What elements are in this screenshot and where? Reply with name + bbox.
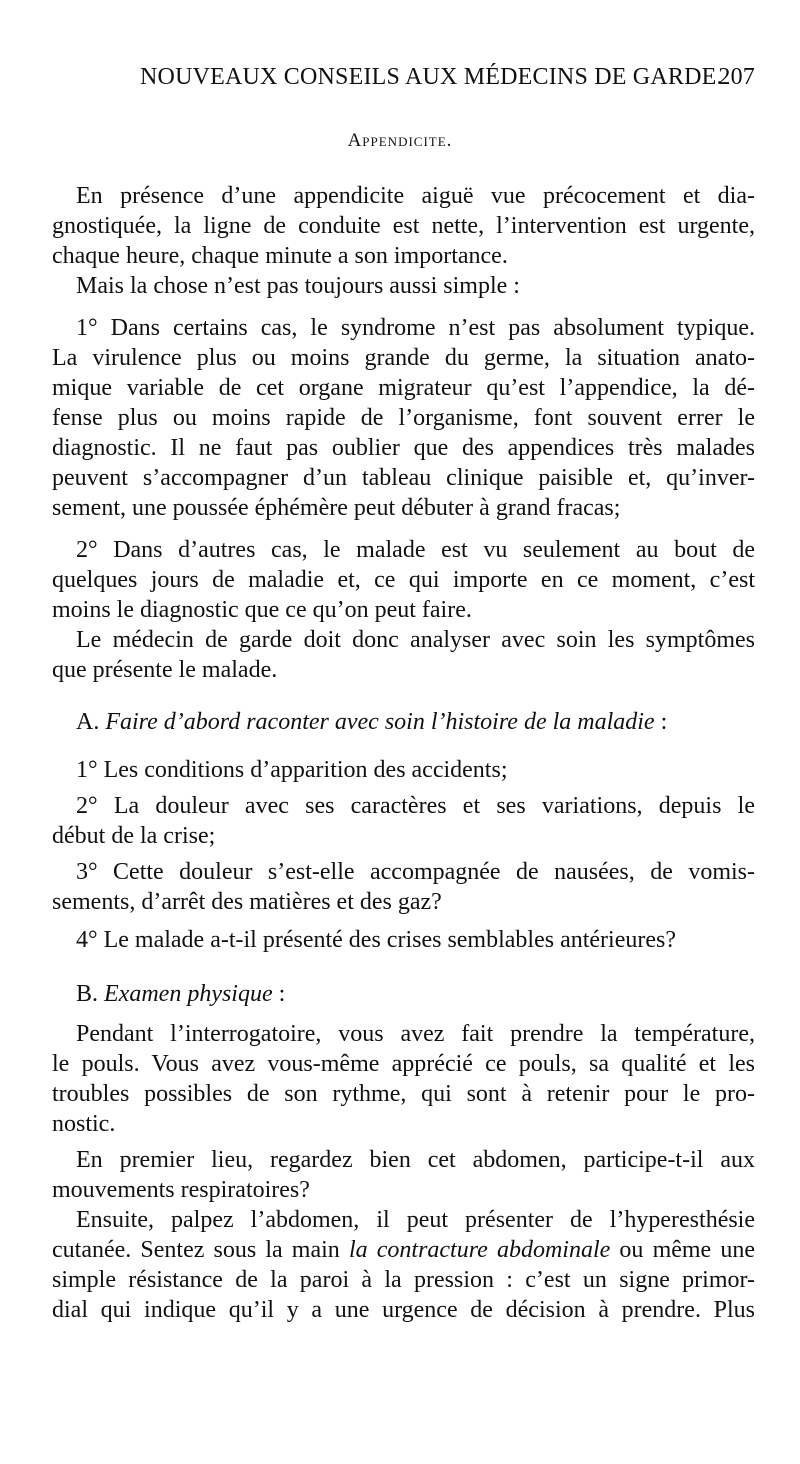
- section-title: Appendicite.: [347, 130, 453, 151]
- text-line: nostic.: [52, 1111, 116, 1137]
- text-line: En présence d’une appendicite aiguë vue précocement et dia-: [76, 183, 755, 209]
- italic-term: la contracture abdominale: [348, 1237, 611, 1263]
- text-run: cutanée. Sentez sous la main: [52, 1237, 349, 1263]
- text-line: Mais la chose n’est pas toujours aussi simple :: [76, 273, 520, 299]
- subsection-label: A.: [76, 709, 100, 735]
- text-line: 3° Cette douleur s’est-elle accompagnée de nausées, de vomis-: [76, 859, 755, 885]
- text-line: le pouls. Vous avez vous-même apprécié ce pouls, sa qualité et les: [52, 1051, 755, 1077]
- text-line: Pendant l’interrogatoire, vous avez fait prendre la température,: [76, 1021, 755, 1047]
- text-line: quelques jours de maladie et, ce qui importe en ce moment, c’est: [52, 567, 755, 593]
- text-line: [52, 1235, 755, 1265]
- subsection-colon: :: [272, 981, 286, 1007]
- text-line: dial qui indique qu’il y a une urgence de décision à prendre. Plus: [52, 1297, 755, 1323]
- text-line: troubles possibles de son rythme, qui sont à retenir pour le pro-: [52, 1081, 755, 1107]
- text-line: que présente le malade.: [52, 657, 278, 683]
- text-line: La virulence plus ou moins grande du germe, la situation anato-: [52, 345, 755, 371]
- subsection-colon: :: [654, 709, 668, 735]
- text-line: 2° Dans d’autres cas, le malade est vu seulement au bout de: [76, 537, 755, 563]
- text-line: 2° La douleur avec ses caractères et ses variations, depuis le: [76, 793, 755, 819]
- text-line: peuvent s’accompagner d’un tableau clinique paisible et, qu’inver-: [52, 465, 755, 491]
- subsection-heading-italic: Faire d’abord raconter avec soin l’histoire de la maladie: [105, 709, 655, 735]
- text-run: ou même une: [610, 1237, 756, 1263]
- page-number: 207: [718, 64, 755, 90]
- text-line: sement, une poussée éphémère peut débuter à grand fracas;: [52, 495, 621, 521]
- text-line: début de la crise;: [52, 823, 216, 849]
- text-line: diagnostic. Il ne faut pas oublier que des appendices très malades: [52, 435, 755, 461]
- subsection-heading-italic: Examen physique: [104, 981, 273, 1007]
- subsection-heading-a: [52, 707, 755, 737]
- text-line: En premier lieu, regardez bien cet abdomen, participe-t-il aux: [76, 1147, 755, 1173]
- text-line: chaque heure, chaque minute a son importance.: [52, 243, 508, 269]
- text-line: 4° Le malade a-t-il présenté des crises semblables antérieures?: [76, 927, 676, 953]
- text-line: fense plus ou moins rapide de l’organisme, font souvent errer le: [52, 405, 755, 431]
- subsection-heading-b: [52, 979, 755, 1009]
- text-line: mique variable de cet organe migrateur qu’est l’appendice, la dé-: [52, 375, 755, 401]
- text-line: Le médecin de garde doit donc analyser avec soin les symptômes: [76, 627, 755, 653]
- subsection-label: B.: [76, 981, 99, 1007]
- text-line: simple résistance de la paroi à la pression : c’est un signe primor-: [52, 1267, 755, 1293]
- text-line: 1° Dans certains cas, le syndrome n’est pas absolument typique.: [76, 315, 755, 341]
- text-line: Ensuite, palpez l’abdomen, il peut présenter de l’hyperesthésie: [76, 1207, 755, 1233]
- text-line: mouvements respiratoires?: [52, 1177, 310, 1203]
- text-line: moins le diagnostic que ce qu’on peut faire.: [52, 597, 472, 623]
- text-line: sements, d’arrêt des matières et des gaz?: [52, 889, 442, 915]
- text-line: 1° Les conditions d’apparition des accidents;: [76, 757, 508, 783]
- running-title: NOUVEAUX CONSEILS AUX MÉDECINS DE GARDE.: [140, 64, 723, 90]
- text-line: gnostiquée, la ligne de conduite est nette, l’intervention est urgente,: [52, 213, 755, 239]
